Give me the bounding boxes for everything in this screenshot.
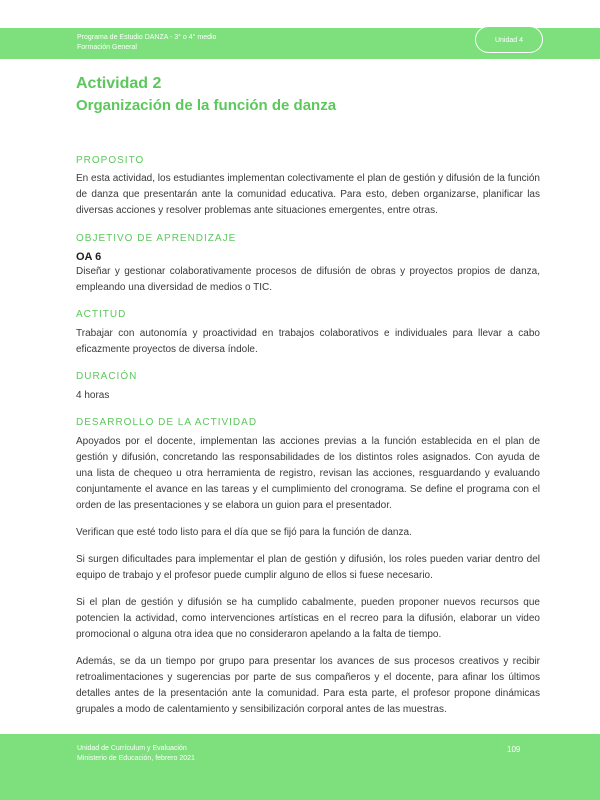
objetivo-heading: OBJETIVO DE APRENDIZAJE — [76, 233, 237, 244]
footer-info — [77, 744, 195, 763]
actitud-text: Trabajar con autonomía y proactividad en trabajos colaborativos e individuales para llevar a cabo eficazmente proyectos de diversa índole. — [76, 328, 540, 355]
footer-line2: Ministerio de Educación, febrero 2021 — [77, 754, 195, 762]
activity-title: Actividad 2 — [76, 75, 162, 92]
proposito-heading: PROPOSITO — [76, 155, 145, 166]
page-number: 109 — [507, 745, 521, 754]
objetivo-text: Diseñar y gestionar colaborativamente procesos de difusión de obras y proyectos propios de danza, empleando una diversidad de medios o TIC. — [76, 266, 540, 293]
program-line2: Formación General — [77, 43, 137, 51]
desarrollo-heading: DESARROLLO DE LA ACTIVIDAD — [76, 417, 258, 428]
proposito-text: En esta actividad, los estudiantes implementan colectivamente el plan de gestión y difusión de la función de danza que presentarán ante la comunidad educativa. Para esto, deben organizarse, planificar las diversas acciones y resolver problemas ante situaciones emergentes, entre otras. — [76, 173, 540, 216]
duracion-heading: DURACIÓN — [76, 371, 138, 382]
footer-line1: Unidad de Currículum y Evaluación — [77, 745, 187, 752]
oa-label: OA 6 — [76, 251, 102, 263]
actitud-heading: ACTITUD — [76, 309, 127, 320]
desarrollo-paragraph-2: Verifican que esté todo listo para el día que se fijó para la función de danza. — [76, 527, 412, 538]
desarrollo-paragraph-3: Si surgen dificultades para implementar el plan de gestión y difusión, los roles pueden variar dentro del equipo de trabajo y el profesor puede cumplir alguno de ellos si fuese necesario. — [76, 554, 540, 581]
footer-band — [0, 734, 600, 800]
desarrollo-paragraph-5: Además, se da un tiempo por grupo para presentar los avances de sus procesos creativos y recibir retroalimentaciones y sugerencias por parte de sus compañeros y el docente, para afinar los últimos detalles antes de la presentación ante la comunidad. Para esta parte, el profesor propone dinámicas grupales a modo de calentamiento y sensibilización corporal antes de las muestras. — [76, 656, 540, 715]
program-line1: Programa de Estudio DANZA - 3° o 4° medio — [77, 34, 217, 41]
unit-badge: Unidad 4 — [475, 26, 543, 53]
duracion-text: 4 horas — [76, 390, 110, 401]
activity-subtitle: Organización de la función de danza — [76, 97, 337, 114]
desarrollo-paragraph-1: Apoyados por el docente, implementan las acciones previas a la función establecida en el plan de gestión y difusión, concretando las responsabilidades de los distintos roles asignados. Con ayuda de una lista de chequeo u otra herramienta de registro, revisan las acciones, resguardando y evaluando conjuntamente el avance en las tareas y el cumplimiento del cronograma. Se define el programa con el orden de las presentaciones y se elabora un guion para el presentador. — [76, 436, 540, 511]
desarrollo-paragraph-4: Si el plan de gestión y difusión se ha cumplido cabalmente, pueden proponer nuevos recursos que potencien la actividad, como intervenciones artísticas en el recreo para la difusión, elaborar un video promocional o alguna otra idea que no consideraron apelando a la falta de tiempo. — [76, 597, 540, 640]
page-content — [76, 74, 540, 718]
program-info — [77, 33, 216, 52]
